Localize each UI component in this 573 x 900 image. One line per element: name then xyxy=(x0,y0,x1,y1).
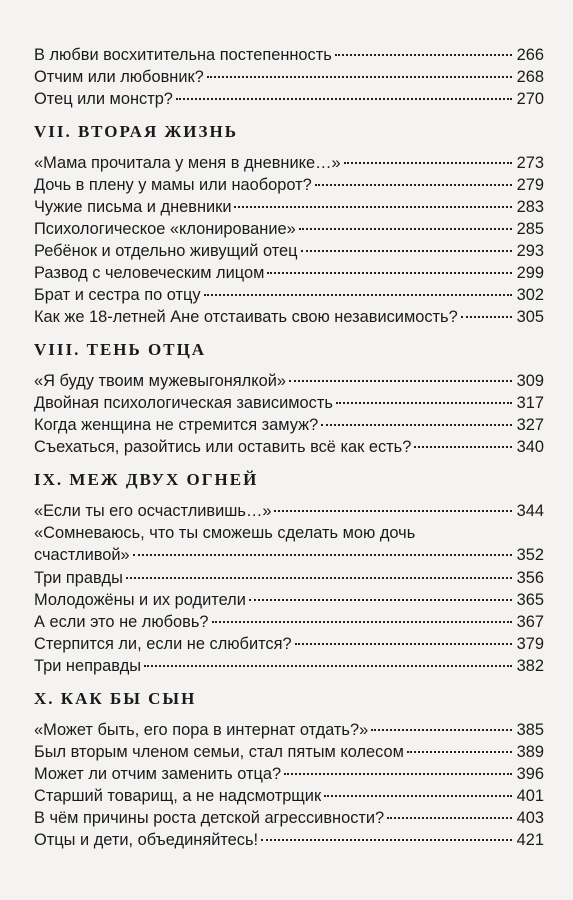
leader-dots xyxy=(461,316,512,318)
entry-page: 302 xyxy=(516,286,544,304)
leader-dots xyxy=(371,729,511,731)
entry-title: Отцы и дети, объединяйтесь! xyxy=(34,831,259,849)
entry-title: Развод с человеческим лицом xyxy=(34,264,265,282)
toc-entry xyxy=(34,153,544,173)
entry-title: Ребёнок и отдельно живущий отец xyxy=(34,242,298,260)
entry-title: Двойная психологическая зависимость xyxy=(34,394,333,412)
leader-dots xyxy=(274,510,511,512)
leader-dots xyxy=(204,294,512,296)
leader-dots xyxy=(249,599,512,601)
entry-title: Может ли отчим заменить отца? xyxy=(34,765,282,783)
entry-title: Отец или монстр? xyxy=(34,90,173,108)
leader-dots xyxy=(299,228,512,230)
entry-page: 365 xyxy=(516,591,544,609)
leader-dots xyxy=(336,402,512,404)
entry-title: Съехаться, разойтись или оставить всё как есть? xyxy=(34,438,412,456)
entry-title: «Я буду твоим мужевыгонялкой» xyxy=(34,372,286,390)
entry-page: 401 xyxy=(516,787,544,805)
entry-title: В чём причины роста детской агрессивности? xyxy=(34,809,385,827)
toc-entry xyxy=(34,45,544,65)
entry-title: Как же 18-летней Ане отстаивать свою независимость? xyxy=(34,308,458,326)
entry-title: Дочь в плену у мамы или наоборот? xyxy=(34,176,312,194)
toc-entry xyxy=(34,568,544,588)
entry-page: 293 xyxy=(516,242,544,260)
chapter-heading: IX. МЕЖ ДВУХ ОГНЕЙ xyxy=(34,470,259,489)
toc-entry xyxy=(34,764,544,784)
toc-entry xyxy=(34,437,544,457)
entry-page: 389 xyxy=(516,743,544,761)
leader-dots xyxy=(261,839,512,841)
leader-dots xyxy=(414,446,511,448)
leader-dots xyxy=(207,76,512,78)
toc-entry xyxy=(34,393,544,413)
toc-entry-multiline xyxy=(34,523,544,565)
entry-page: 385 xyxy=(516,721,544,739)
leader-dots xyxy=(324,795,512,797)
entry-title: Был вторым членом семьи, стал пятым колесом xyxy=(34,743,404,761)
entry-title: Молодожёны и их родители xyxy=(34,591,246,609)
entry-title: Брат и сестра по отцу xyxy=(34,286,201,304)
toc-entry xyxy=(34,830,544,850)
leader-dots xyxy=(344,162,512,164)
entry-title: Психологическое «клонирование» xyxy=(34,220,296,238)
toc-entry xyxy=(34,786,544,806)
entry-title: «Может быть, его пора в интернат отдать?» xyxy=(34,721,369,739)
toc-entry xyxy=(34,415,544,435)
toc-entry xyxy=(34,197,544,217)
leader-dots xyxy=(407,751,512,753)
entry-page: 268 xyxy=(516,68,544,86)
leader-dots xyxy=(321,424,511,426)
leader-dots xyxy=(267,272,511,274)
toc-entry xyxy=(34,612,544,632)
leader-dots xyxy=(315,184,512,186)
entry-page: 356 xyxy=(516,569,544,587)
chapter-heading: X. КАК БЫ СЫН xyxy=(34,689,197,708)
entry-page: 305 xyxy=(516,308,544,326)
toc-entry xyxy=(34,219,544,239)
entry-title: Три правды xyxy=(34,569,123,587)
chapter-heading: VII. ВТОРАЯ ЖИЗНЬ xyxy=(34,122,238,141)
leader-dots xyxy=(133,554,512,556)
entry-page: 270 xyxy=(516,90,544,108)
toc-entry xyxy=(34,808,544,828)
entry-title: Чужие письма и дневники xyxy=(34,198,232,216)
entry-page: 352 xyxy=(516,546,544,564)
entry-page: 396 xyxy=(516,765,544,783)
toc-entry xyxy=(34,501,544,521)
entry-page: 379 xyxy=(516,635,544,653)
toc-entry xyxy=(34,175,544,195)
entry-page: 283 xyxy=(516,198,544,216)
toc-entry xyxy=(34,285,544,305)
entry-title: В любви восхитительна постепенность xyxy=(34,46,332,64)
entry-page: 403 xyxy=(516,809,544,827)
entry-title: Старший товарищ, а не надсмотрщик xyxy=(34,787,322,805)
chapter-heading: VIII. ТЕНЬ ОТЦА xyxy=(34,340,207,359)
toc-entry xyxy=(34,590,544,610)
entry-page: 327 xyxy=(516,416,544,434)
toc-entry xyxy=(34,89,544,109)
leader-dots xyxy=(144,665,512,667)
entry-title: Три неправды xyxy=(34,657,142,675)
entry-title: «Мама прочитала у меня в дневнике…» xyxy=(34,154,341,172)
leader-dots xyxy=(387,817,511,819)
entry-page: 340 xyxy=(516,438,544,456)
leader-dots xyxy=(212,621,512,623)
leader-dots xyxy=(335,54,512,56)
leader-dots xyxy=(176,98,512,100)
entry-line2 xyxy=(34,545,544,565)
entry-title: «Если ты его осчастливишь…» xyxy=(34,502,272,520)
entry-page: 285 xyxy=(516,220,544,238)
entry-page: 344 xyxy=(516,502,544,520)
entry-title-line1: «Сомневаюсь, что ты сможешь сделать мою дочь xyxy=(34,524,416,542)
leader-dots xyxy=(301,250,512,252)
entry-title: Стерпится ли, если не слюбится? xyxy=(34,635,292,653)
leader-dots xyxy=(126,577,512,579)
entry-title: А если это не любовь? xyxy=(34,613,209,631)
entry-page: 273 xyxy=(516,154,544,172)
leader-dots xyxy=(234,206,511,208)
entry-page: 299 xyxy=(516,264,544,282)
toc-entry xyxy=(34,307,544,327)
toc-entry xyxy=(34,67,544,87)
entry-page: 279 xyxy=(516,176,544,194)
entry-title: Когда женщина не стремится замуж? xyxy=(34,416,319,434)
leader-dots xyxy=(289,380,512,382)
toc-entry xyxy=(34,241,544,261)
entry-page: 309 xyxy=(516,372,544,390)
leader-dots xyxy=(284,773,512,775)
entry-page: 266 xyxy=(516,46,544,64)
toc-entry xyxy=(34,742,544,762)
leader-dots xyxy=(295,643,512,645)
entry-page: 421 xyxy=(516,831,544,849)
toc-entry xyxy=(34,371,544,391)
entry-page: 317 xyxy=(516,394,544,412)
toc-entry xyxy=(34,720,544,740)
toc-entry xyxy=(34,656,544,676)
entry-page: 367 xyxy=(516,613,544,631)
entry-title: Отчим или любовник? xyxy=(34,68,204,86)
entry-title-line2: счастливой» xyxy=(34,546,130,564)
toc-entry xyxy=(34,263,544,283)
toc-entry xyxy=(34,634,544,654)
entry-page: 382 xyxy=(516,657,544,675)
